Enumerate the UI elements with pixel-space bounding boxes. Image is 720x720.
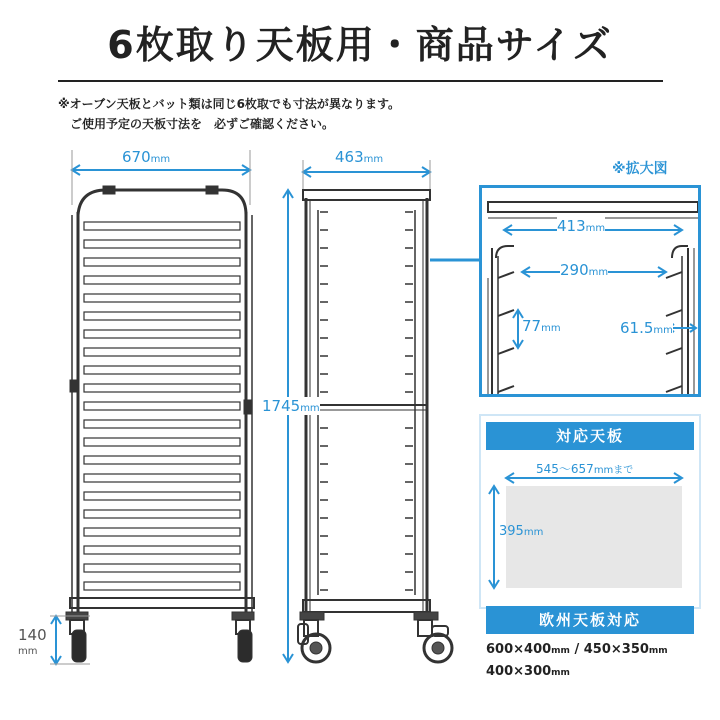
zoom-rail-pitch-label — [522, 317, 561, 335]
side-caster-left — [298, 612, 330, 662]
european-separator: / — [569, 642, 584, 657]
european-size1-unit: mm — [551, 646, 570, 656]
zoom-label: ※拡大図 — [612, 161, 668, 177]
height-dimension-label — [262, 397, 320, 415]
european-size-line-1 — [486, 642, 668, 657]
zoom-outer-width-label — [557, 217, 605, 235]
height-unit: mm — [300, 403, 320, 414]
zoom-rail-pitch-value: 77 — [522, 317, 542, 335]
width-value: 670 — [122, 148, 151, 166]
side-caster-right — [414, 612, 452, 662]
caster-height-value: 140 — [18, 626, 47, 644]
depth-value: 463 — [335, 148, 364, 166]
width-dimension-label — [122, 148, 170, 166]
european-size2-value: 450×350 — [583, 642, 649, 657]
width-unit: mm — [150, 154, 171, 165]
depth-unit: mm — [363, 154, 384, 165]
front-caster-left — [66, 612, 88, 662]
zoom-rail-depth-label — [620, 319, 673, 337]
zoom-inner-width-unit: mm — [588, 267, 609, 278]
european-size2-unit: mm — [648, 646, 668, 656]
european-size3-unit: mm — [551, 668, 570, 678]
european-size1-value: 600×400 — [486, 642, 552, 657]
compatible-width-label — [536, 460, 633, 477]
compatible-depth-label — [499, 524, 543, 539]
note-line-1: ※オーブン天板とバット類は同じ6枚取でも寸法が異なります。 — [58, 97, 400, 111]
zoom-rail-depth-unit: mm — [653, 325, 673, 336]
zoom-outer-width-unit: mm — [585, 223, 606, 234]
compatible-width-unit: mmまで — [593, 465, 634, 476]
zoom-inner-width-label — [560, 261, 608, 279]
page-title: 6枚取り天板用・商品サイズ — [107, 23, 613, 67]
zoom-rail-depth-value: 61.5 — [620, 319, 654, 337]
compatible-width-value: 545〜657 — [536, 462, 594, 476]
zoom-inner-width-value: 290 — [560, 261, 589, 279]
height-dimension-arrow — [283, 190, 293, 662]
zoom-rail-pitch-unit: mm — [541, 323, 561, 334]
compatible-depth-value: 395 — [499, 524, 524, 539]
height-value: 1745 — [262, 397, 301, 415]
compatible-depth-unit: mm — [523, 527, 544, 538]
zoom-outer-width-value: 413 — [557, 217, 586, 235]
compatible-tray-header: 対応天板 — [486, 422, 694, 450]
european-size-line-2 — [486, 664, 570, 679]
european-size3-value: 400×300 — [486, 664, 552, 679]
depth-dimension-label — [335, 148, 383, 166]
european-tray-header: 欧州天板対応 — [486, 606, 694, 634]
caster-height-unit: mm — [18, 646, 38, 657]
front-view-rack — [50, 150, 254, 664]
note-line-2: ご使用予定の天板寸法を 必ずご確認ください。 — [58, 117, 335, 131]
caster-height-label — [18, 628, 47, 659]
front-caster-right — [232, 612, 254, 662]
